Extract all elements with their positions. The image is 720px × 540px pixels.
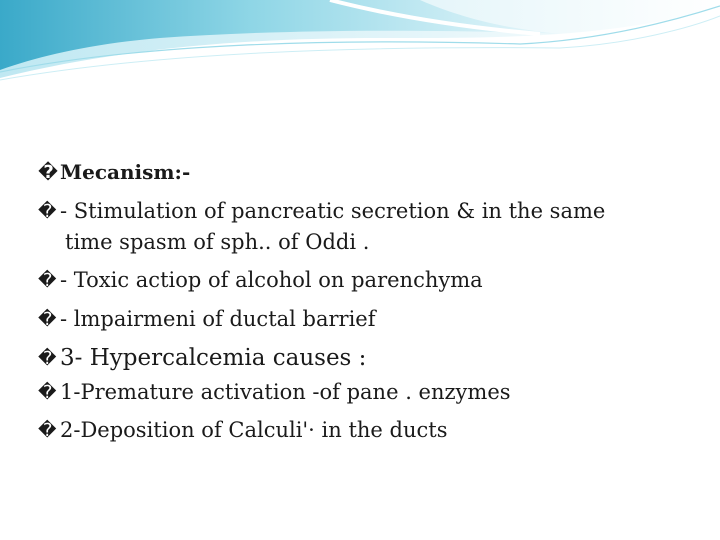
list-item-text: 3- Hypercalcemia causes :: [60, 345, 367, 371]
list-item-continuation: [38, 227, 678, 257]
heading-text: Mecanism:-: [60, 160, 191, 184]
list-item-text: - Toxic actiop of alcohol on parenchyma: [60, 268, 483, 292]
list-item-text: - Stimulation of pancreatic secretion & in the same: [60, 199, 606, 223]
list-item: [38, 343, 678, 374]
bullet-icon: �: [38, 309, 57, 330]
list-item: [38, 265, 678, 296]
list-item-text: 1-Premature activation -of pane . enzymes: [60, 380, 511, 404]
bullet-icon: �: [38, 270, 57, 291]
header-wave-decoration: [0, 0, 720, 90]
heading-line: [38, 157, 678, 188]
list-item: [38, 377, 678, 408]
slide-content: [38, 157, 678, 446]
list-item: [38, 304, 678, 335]
bullet-icon: �: [38, 382, 57, 403]
list-item-text: - lmpairmeni of ductal barrief: [60, 307, 376, 331]
list-item-text: time spasm of sph.. of Oddi .: [65, 230, 370, 254]
list-item-text: 2-Deposition of Calculi'· in the ducts: [60, 418, 448, 442]
bullet-icon: �: [38, 201, 57, 222]
list-item: [38, 415, 678, 446]
bullet-icon: �: [38, 420, 57, 441]
bullet-icon: �: [38, 348, 57, 369]
list-item: [38, 196, 678, 227]
bullet-icon: �: [38, 162, 59, 183]
